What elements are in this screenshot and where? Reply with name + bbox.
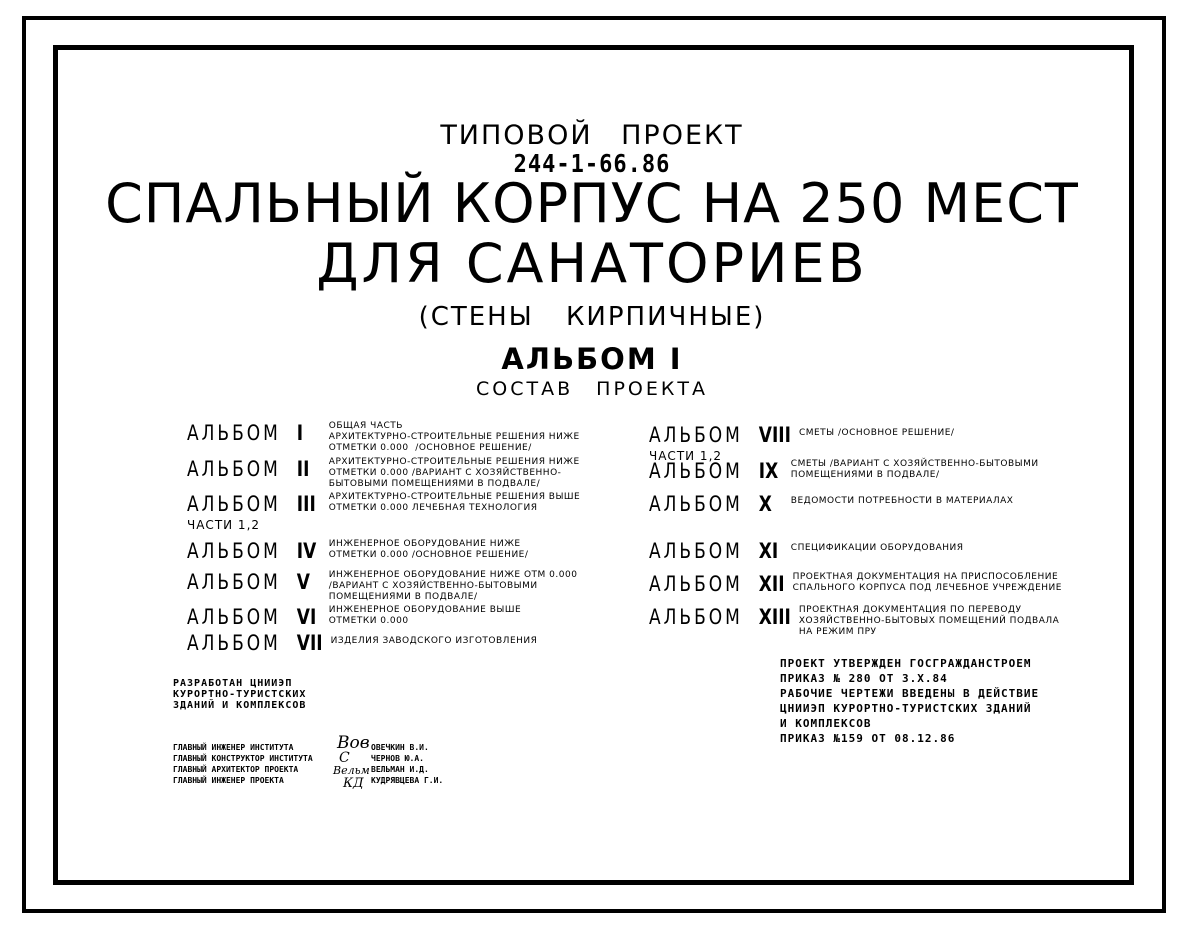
album-number: XIII — [758, 605, 791, 630]
album-label: АЛЬБОМ — [187, 605, 281, 630]
album-label: АЛЬБОМ — [649, 605, 743, 630]
staff-name: ОВЕЧКИН В.И. — [371, 743, 429, 752]
album-parts: ЧАСТИ 1,2 — [187, 518, 261, 532]
album-title: АЛЬБОМ I — [501, 342, 683, 376]
staff-role: ГЛАВНЫЙ ИНЖЕНЕР ИНСТИТУТА — [173, 743, 294, 752]
album-label: АЛЬБОМ — [187, 492, 281, 517]
signature: Вельм — [333, 764, 370, 777]
approval-line: ПРИКАЗ №159 ОТ 08.12.86 — [780, 732, 956, 745]
album-description: ИНЖЕНЕРНОЕ ОБОРУДОВАНИЕ НИЖЕ ОТМЕТКИ 0.000 /ОСНОВНОЕ РЕШЕНИЕ/ — [328, 539, 529, 560]
staff-row — [173, 742, 443, 753]
approval-line: ПРИКАЗ № 280 ОТ 3.X.84 — [780, 672, 948, 685]
album-number: IV — [296, 539, 317, 564]
album-label: АЛЬБОМ — [187, 539, 281, 564]
album-label: АЛЬБОМ — [187, 421, 281, 446]
staff-name: КУДРЯВЦЕВА Г.И. — [371, 776, 444, 785]
album-description: АРХИТЕКТУРНО-СТРОИТЕЛЬНЫЕ РЕШЕНИЯ ВЫШЕ ОТМЕТКИ 0.000 ЛЕЧЕБНАЯ ТЕХНОЛОГИЯ — [328, 492, 581, 513]
title-line-2: ДЛЯ САНАТОРИЕВ — [316, 232, 868, 295]
staff-list — [173, 742, 443, 786]
album-description: ПРОЕКТНАЯ ДОКУМЕНТАЦИЯ ПО ПЕРЕВОДУ ХОЗЯЙСТВЕННО-БЫТОВЫХ ПОМЕЩЕНИЙ ПОДВАЛА НА РЕЖИМ ПРУ — [798, 605, 1060, 637]
album-description: СМЕТЫ /ОСНОВНОЕ РЕШЕНИЕ/ — [798, 428, 955, 438]
album-description: СМЕТЫ /ВАРИАНТ С ХОЗЯЙСТВЕННО-БЫТОВЫМИ ПОМЕЩЕНИЯМИ В ПОДВАЛЕ/ — [790, 459, 1039, 480]
album-description: ИЗДЕЛИЯ ЗАВОДСКОГО ИЗГОТОВЛЕНИЯ — [330, 636, 538, 646]
album-label: АЛЬБОМ — [187, 457, 281, 482]
album-number: VII — [296, 631, 323, 656]
approval-line: ПРОЕКТ УТВЕРЖДЕН ГОСГРАЖДАНСТРОЕМ — [780, 657, 1032, 670]
album-number: I — [296, 421, 304, 446]
staff-role: ГЛАВНЫЙ КОНСТРУКТОР ИНСТИТУТА — [173, 754, 313, 763]
signature: КД — [343, 776, 364, 791]
title-line-1: СПАЛЬНЫЙ КОРПУС НА 250 МЕСТ — [105, 172, 1079, 235]
staff-name: ЧЕРНОВ Ю.А. — [371, 754, 424, 763]
album-entry — [187, 492, 580, 532]
album-label: АЛЬБОМ — [649, 423, 743, 448]
staff-row — [173, 775, 443, 786]
album-entry — [187, 539, 529, 564]
album-entry — [649, 605, 1059, 638]
album-number: II — [296, 457, 310, 482]
album-parts: ЧАСТИ 1,2 — [649, 449, 723, 463]
project-code: 244-1-66.86 — [513, 150, 671, 179]
signature: Вов — [337, 733, 370, 753]
album-entry — [187, 631, 538, 656]
album-entry — [187, 421, 580, 454]
subtitle: (СТЕНЫ КИРПИЧНЫЕ) — [418, 302, 766, 332]
album-entry — [649, 492, 1014, 517]
type-label: ТИПОВОЙ ПРОЕКТ — [440, 120, 744, 151]
album-description: ИНЖЕНЕРНОЕ ОБОРУДОВАНИЕ ВЫШЕ ОТМЕТКИ 0.000 — [328, 605, 522, 626]
album-number: XI — [758, 539, 779, 564]
album-entry — [649, 539, 964, 564]
approval-block — [780, 656, 1039, 746]
staff-row — [173, 764, 443, 775]
album-number: V — [296, 570, 310, 595]
album-entry — [649, 423, 954, 463]
album-number: X — [758, 492, 772, 517]
approval-line: И КОМПЛЕКСОВ — [780, 717, 872, 730]
album-description: СПЕЦИФИКАЦИИ ОБОРУДОВАНИЯ — [790, 543, 964, 553]
album-number: XII — [758, 572, 785, 597]
approval-line: ЦНИИЭП КУРОРТНО-ТУРИСТСКИХ ЗДАНИЙ — [780, 702, 1032, 715]
album-entry — [649, 459, 1039, 484]
album-label: АЛЬБОМ — [649, 572, 743, 597]
album-entry — [649, 572, 1062, 597]
album-number: IX — [758, 459, 779, 484]
album-label: АЛЬБОМ — [649, 539, 743, 564]
album-number: VIII — [758, 423, 791, 448]
album-entry — [187, 605, 522, 630]
album-subtitle: СОСТАВ ПРОЕКТА — [476, 378, 708, 400]
album-description: ОБЩАЯ ЧАСТЬ АРХИТЕКТУРНО-СТРОИТЕЛЬНЫЕ РЕШЕНИЯ НИЖЕ ОТМЕТКИ 0.000 /ОСНОВНОЕ РЕШЕНИЕ/ — [328, 421, 580, 453]
album-label: АЛЬБОМ — [187, 570, 281, 595]
album-entry — [187, 457, 580, 490]
album-number: III — [296, 492, 316, 517]
album-description: ВЕДОМОСТИ ПОТРЕБНОСТИ В МАТЕРИАЛАХ — [790, 496, 1014, 506]
signature: С — [339, 750, 350, 766]
album-description: ПРОЕКТНАЯ ДОКУМЕНТАЦИЯ НА ПРИСПОСОБЛЕНИЕ СПАЛЬНОГО КОРПУСА ПОД ЛЕЧЕБНОЕ УЧРЕЖДЕНИЕ — [792, 572, 1062, 593]
album-description: АРХИТЕКТУРНО-СТРОИТЕЛЬНЫЕ РЕШЕНИЯ НИЖЕ ОТМЕТКИ 0.000 /ВАРИАНТ С ХОЗЯЙСТВЕННО- БЫТОВЫМИ ПОМЕЩЕНИЯМИ В ПОДВАЛЕ/ — [328, 457, 580, 489]
developer-block: РАЗРАБОТАН ЦНИИЭП КУРОРТНО-ТУРИСТСКИХ ЗДАНИЙ И КОМПЛЕКСОВ — [173, 678, 307, 711]
staff-row — [173, 753, 443, 764]
staff-name: ВЕЛЬМАН И.Д. — [371, 765, 429, 774]
album-label: АЛЬБОМ — [187, 631, 281, 656]
album-description: ИНЖЕНЕРНОЕ ОБОРУДОВАНИЕ НИЖЕ ОТМ 0.000 /ВАРИАНТ С ХОЗЯЙСТВЕННО-БЫТОВЫМИ ПОМЕЩЕНИЯМИ В ПОДВАЛЕ/ — [328, 570, 578, 602]
album-label: АЛЬБОМ — [649, 459, 743, 484]
staff-role: ГЛАВНЫЙ АРХИТЕКТОР ПРОЕКТА — [173, 765, 299, 774]
album-entry — [187, 570, 577, 603]
album-number: VI — [296, 605, 317, 630]
album-label: АЛЬБОМ — [649, 492, 743, 517]
staff-role: ГЛАВНЫЙ ИНЖЕНЕР ПРОЕКТА — [173, 776, 284, 785]
approval-line: РАБОЧИЕ ЧЕРТЕЖИ ВВЕДЕНЫ В ДЕЙСТВИЕ — [780, 687, 1040, 700]
